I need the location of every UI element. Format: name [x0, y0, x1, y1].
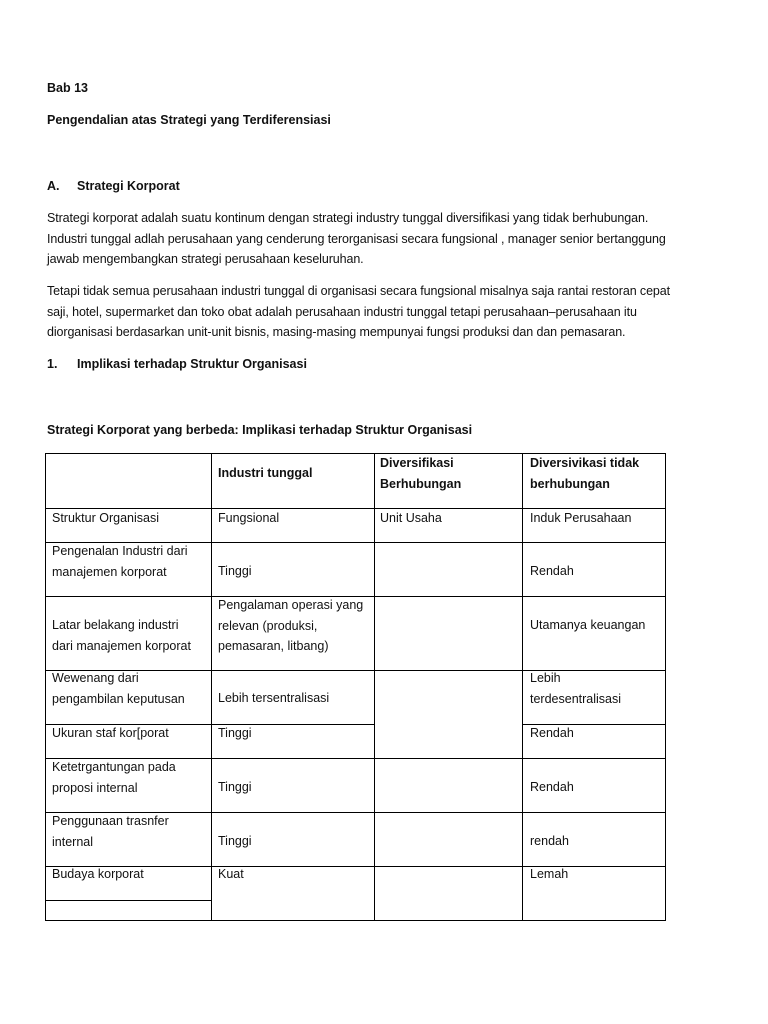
- header-industri-tunggal: Industri tunggal: [218, 466, 313, 480]
- table-row-divider: [45, 900, 212, 901]
- paragraph-2-line: diorganisasi berdasarkan unit-unit bisnis, masing-masing mempunyai fungsi produksi dan dan pemasaran.: [47, 325, 626, 339]
- table-col-divider: [374, 453, 375, 921]
- table-border-right: [665, 453, 666, 921]
- chapter-title: Pengendalian atas Strategi yang Terdiferensiasi: [47, 113, 331, 127]
- cell-diversivikasi-tidak-berhubungan: Rendah: [530, 780, 574, 794]
- cell-diversivikasi-tidak-berhubungan: rendah: [530, 834, 569, 848]
- cell-industri-tunggal: Tinggi: [218, 780, 252, 794]
- paragraph-1: [47, 208, 717, 270]
- header-diversifikasi-berhubungan: Diversifikasi Berhubungan: [380, 456, 462, 491]
- cell-diversivikasi-tidak-berhubungan: Induk Perusahaan: [530, 511, 632, 525]
- cell-industri-tunggal: Kuat: [218, 867, 244, 881]
- cell-diversivikasi-tidak-berhubungan: Utamanya keuangan: [530, 618, 646, 632]
- cell-industri-tunggal: Pengalaman operasi yang relevan (produksi, pemasaran, litbang): [218, 598, 364, 653]
- cell-diversivikasi-tidak-berhubungan: Rendah: [530, 726, 574, 740]
- subsection-1-title: Implikasi terhadap Struktur Organisasi: [77, 357, 307, 371]
- subsection-1-number: 1.: [47, 357, 58, 371]
- cell-diversivikasi-tidak-berhubungan: Lemah: [530, 867, 569, 881]
- table-col-divider: [211, 453, 212, 921]
- table-caption: Strategi Korporat yang berbeda: Implikasi terhadap Struktur Organisasi: [47, 423, 473, 437]
- paragraph-1-line: Industri tunggal adlah perusahaan yang cenderung terorganisasi secara fungsional , manager senior bertanggung: [47, 231, 666, 246]
- section-a-number: A.: [47, 179, 60, 193]
- strategy-table: [45, 453, 666, 921]
- cell-industri-tunggal: Fungsional: [218, 511, 280, 525]
- section-a-title: Strategi Korporat: [77, 179, 180, 193]
- cell-diversivikasi-tidak-berhubungan: Lebih terdesentralisasi: [530, 671, 622, 706]
- paragraph-2-line: saji, hotel, supermarket dan toko obat adalah perusahaan industri tunggal tetapi perusahaan–perusahaan itu: [47, 304, 637, 319]
- cell-diversifikasi-berhubungan: Unit Usaha: [380, 511, 442, 525]
- table-col-divider: [522, 453, 523, 921]
- row-label-penggunaan-transfer: Penggunaan trasnfer internal: [52, 814, 169, 849]
- cell-diversivikasi-tidak-berhubungan: Rendah: [530, 564, 574, 578]
- row-label-wewenang: Wewenang dari pengambilan keputusan: [52, 671, 185, 706]
- cell-industri-tunggal: Tinggi: [218, 564, 252, 578]
- paragraph-1-line: jawab mengembangkan strategi perusahaan keseluruhan.: [47, 252, 364, 266]
- cell-industri-tunggal: Lebih tersentralisasi: [218, 691, 330, 705]
- row-label-pengenalan-industri: Pengenalan Industri dari manajemen korporat: [52, 544, 188, 579]
- cell-industri-tunggal: Tinggi: [218, 834, 252, 848]
- subsection-1-heading: [47, 356, 307, 372]
- section-a-heading: [47, 178, 180, 194]
- row-label-ukuran-staf: Ukuran staf kor[porat: [52, 726, 169, 740]
- chapter-label: Bab 13: [47, 81, 88, 95]
- row-label-budaya-korporat: Budaya korporat: [52, 867, 144, 881]
- table-border-left: [45, 453, 46, 921]
- row-label-ketergantungan: Ketetrgantungan pada proposi internal: [52, 760, 176, 795]
- row-label-latar-belakang: Latar belakang industri dari manajemen korporat: [52, 618, 191, 653]
- paragraph-1-line: Strategi korporat adalah suatu kontinum dengan strategi industry tunggal diversifikasi yang tidak berhubungan.: [47, 211, 649, 225]
- paragraph-2: [47, 281, 717, 343]
- table-border-bottom: [45, 920, 666, 921]
- cell-industri-tunggal: Tinggi: [218, 726, 252, 740]
- row-label-struktur-organisasi: Struktur Organisasi: [52, 511, 159, 525]
- paragraph-2-line: Tetapi tidak semua perusahaan industri tunggal di organisasi secara fungsional misalnya saja rantai restoran cepat: [47, 284, 671, 298]
- header-diversivikasi-tidak-berhubungan: Diversivikasi tidak berhubungan: [530, 456, 640, 491]
